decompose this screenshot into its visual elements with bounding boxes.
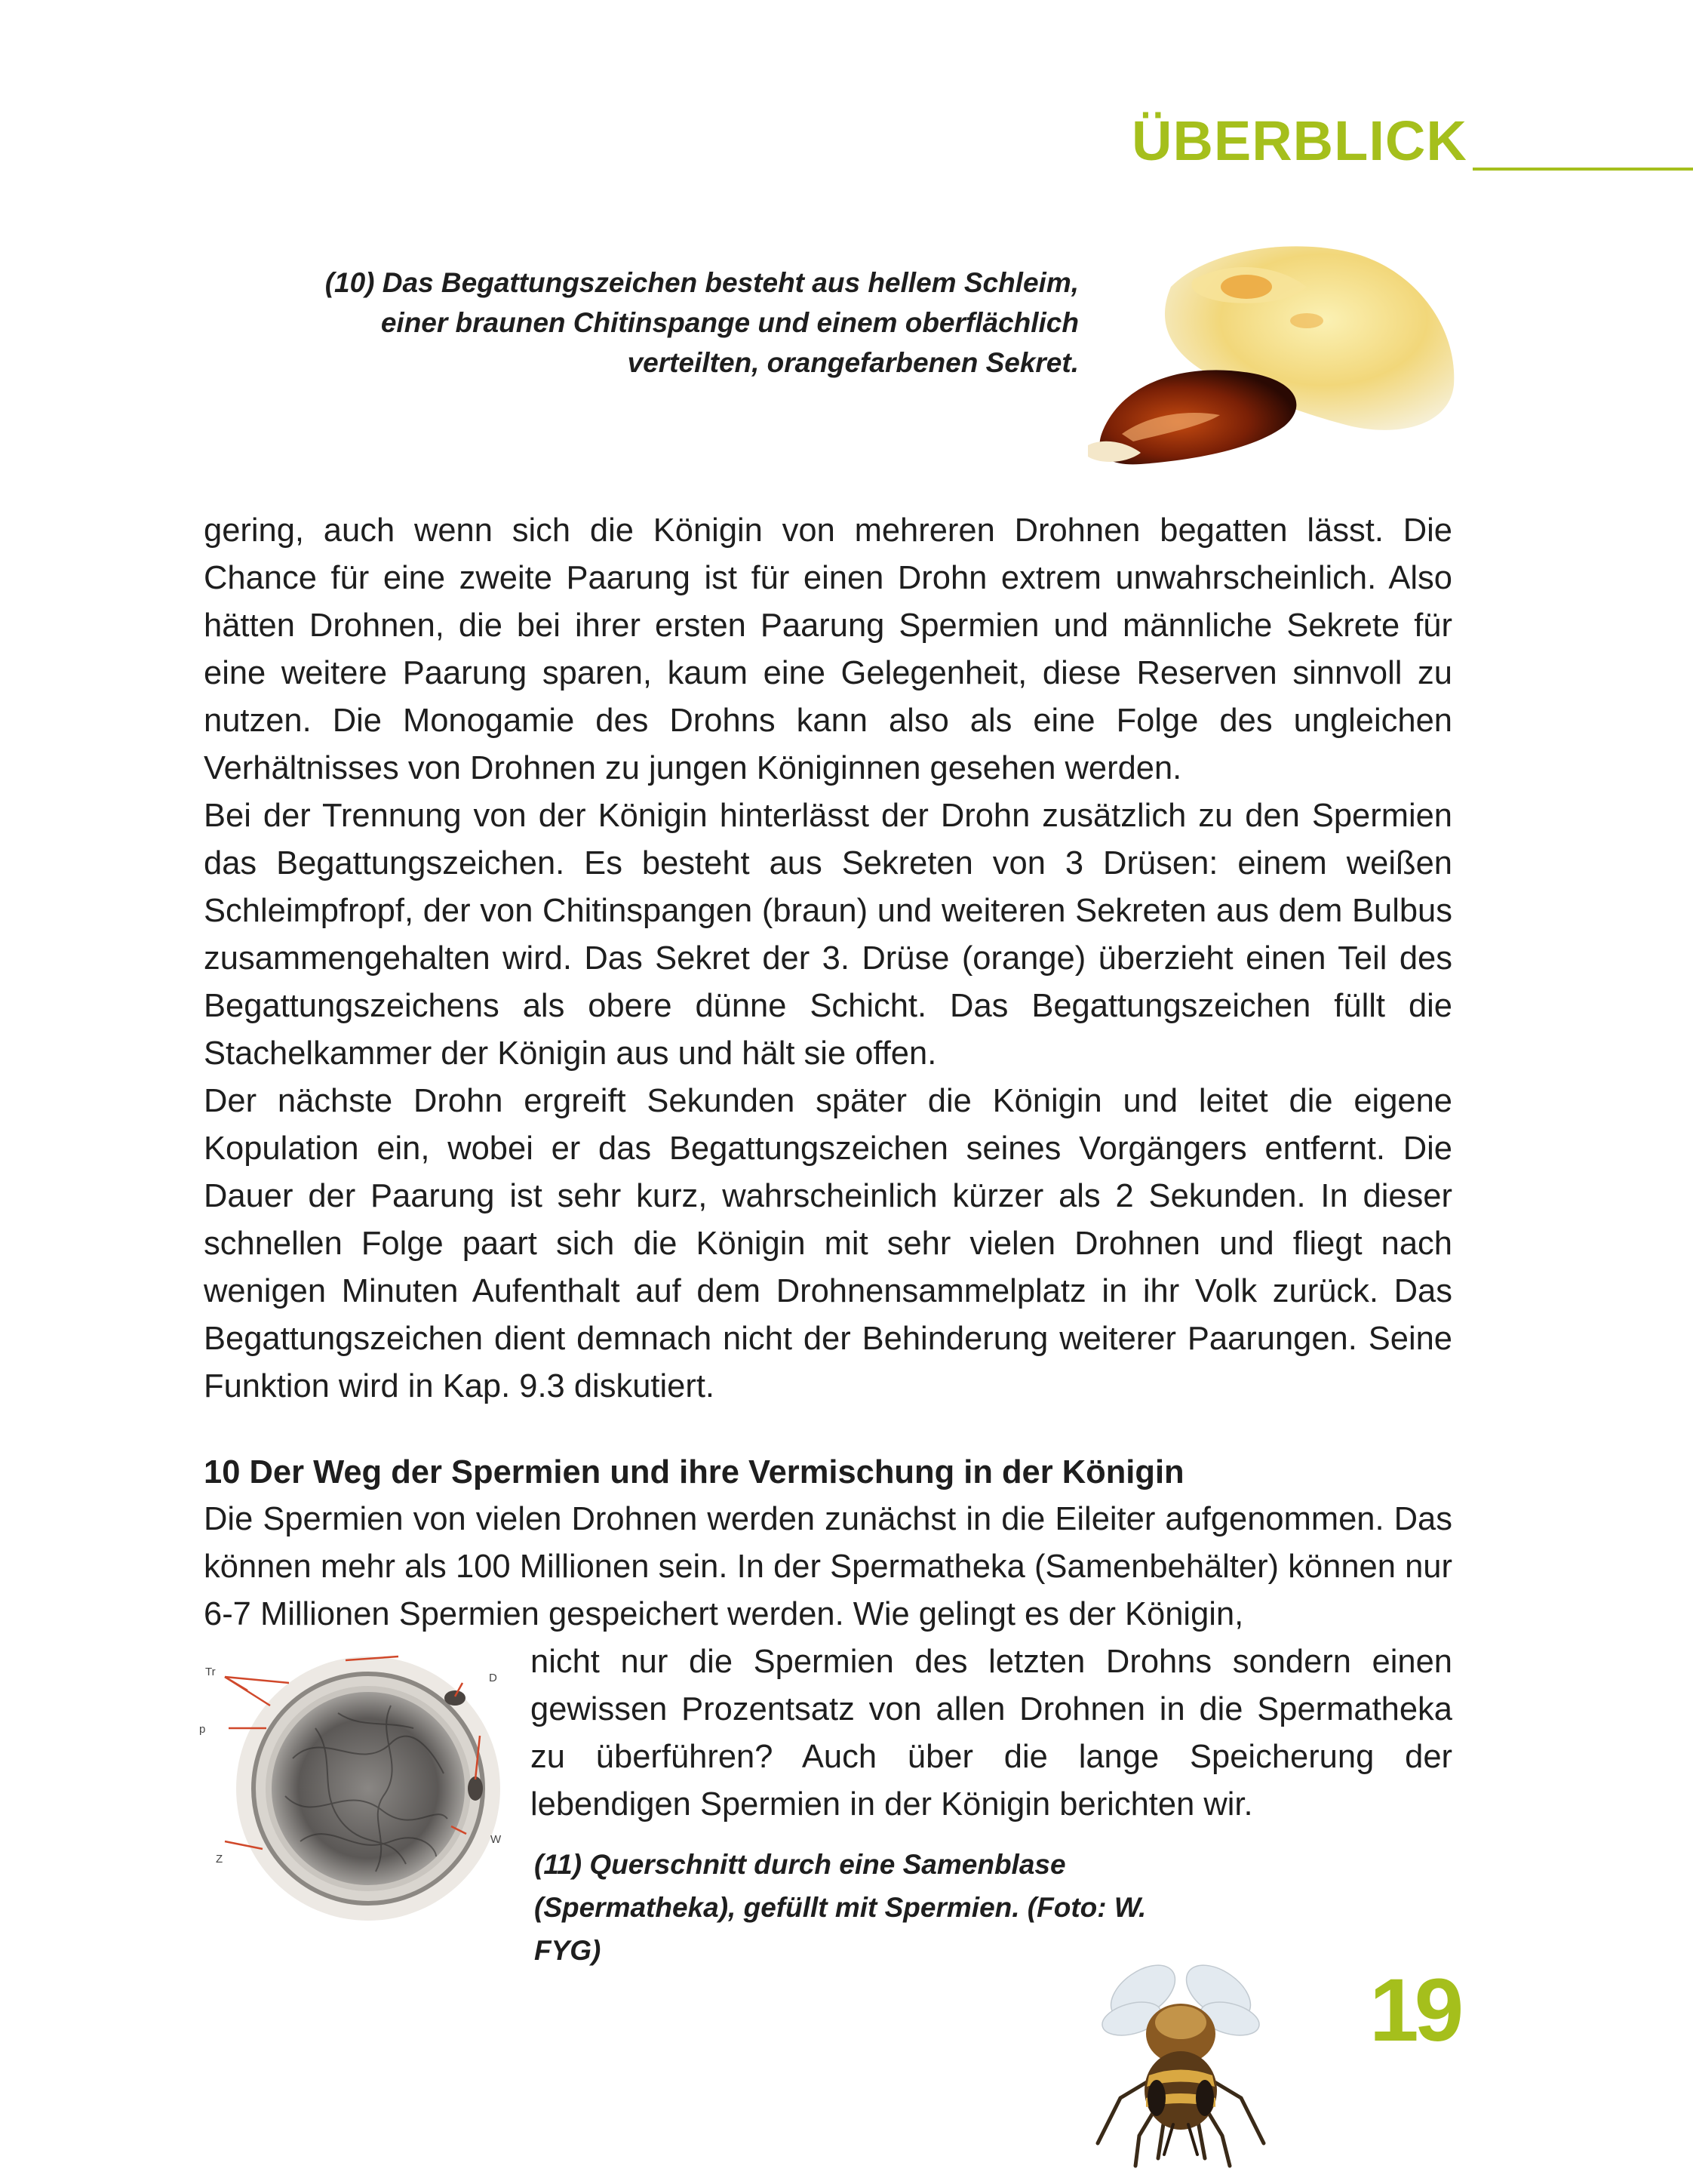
figure-10-caption xyxy=(317,263,1079,383)
paragraph: Die Spermien von vielen Drohnen werden zunächst in die Eileiter aufgenommen. Das können mehr als 100 Millionen sein. In der Spermatheka (Samenbehälter) können nur 6-7 Millionen Spermien gespeichert werden. Wie gelingt es der Königin, xyxy=(204,1501,1452,1632)
paragraph: nicht nur die Spermien des letzten Drohns sondern einen gewissen Prozentsatz von allen Drohnen in die Spermatheka zu überführen? Auch über die lange Speicherung der lebendigen Spermien in der Königin berichten wir. xyxy=(530,1644,1452,1823)
caption-line: einer braunen Chitinspange und einem oberflächlich xyxy=(380,307,1079,338)
paragraph: Der nächste Drohn ergreift Sekunden später die Königin und leitet die eigene Kopulation ein, wobei er das Begattungszeichen seines Vorgängers entfernt. Die Dauer der Paarung ist sehr kurz, wahrscheinlich kürzer als 2 Sekunden. In dieser schnellen Folge paart sich die Königin mit sehr vielen Drohnen und fliegt nach wenigen Minuten Aufenthalt auf dem Drohnensammelplatz in ihr Volk zurück. Das Begattungszeichen dient demnach nicht der Behinderung weiterer Paarungen. Seine Funktion wird in Kap. 9.3 diskutiert. xyxy=(204,1083,1452,1404)
figure-label: D xyxy=(489,1672,497,1684)
page-title: ÜBERBLICK xyxy=(1132,109,1467,172)
paragraph: Bei der Trennung von der Königin hinterlässt der Drohn zusätzlich zu den Spermien das Begattungszeichen. Es besteht aus Sekreten von 3 Drüsen: einem weißen Schleimpfropf, der von Chitinspangen (braun) und weiteren Sekreten aus dem Bulbus zusammengehalten wird. Das Sekret der 3. Drüse (orange) überzieht einen Teil des Begattungszeichens als obere dünne Schicht. Das Begattungszeichen füllt die Stachelkammer der Königin aus und hält sie offen. xyxy=(204,798,1452,1072)
figure-label: Tr xyxy=(205,1666,216,1678)
body-text xyxy=(204,507,1452,1410)
section-intro xyxy=(204,1496,1452,1638)
paragraph: gering, auch wenn sich die Königin von mehreren Drohnen begatten lässt. Die Chance für eine zweite Paarung ist für einen Drohn extrem unwahrscheinlich. Also hätten Drohnen, die bei ihrer ersten Paarung Spermien und männliche Sekrete für eine weitere Paarung sparen, kaum eine Gelegenheit, diese Reserven sinnvoll zu nutzen. Die Monogamie des Drohns kann also als eine Folge des ungleichen Verhältnisses von Drohnen zu jungen Königinnen gesehen werden. xyxy=(204,512,1452,786)
header-rule xyxy=(1473,168,1693,171)
caption-line: verteilten, orangefarbenen Sekret. xyxy=(627,347,1079,378)
section-heading: 10 Der Weg der Spermien und ihre Vermischung in der Königin xyxy=(204,1454,1184,1490)
figure-label: Z xyxy=(216,1853,223,1866)
figure-label: p xyxy=(199,1723,206,1736)
page-number: 19 xyxy=(1369,1961,1460,2060)
figure-label: W xyxy=(490,1833,502,1846)
caption-line: (Spermatheka), gefüllt mit Spermien. (Foto: W. FYG) xyxy=(534,1892,1147,1966)
mating-sign-photo xyxy=(1080,234,1465,483)
caption-line: (11) Querschnitt durch eine Samenblase xyxy=(534,1849,1066,1880)
caption-line: (10) Das Begattungszeichen besteht aus hellem Schleim, xyxy=(324,267,1079,298)
spermatheca-micrograph xyxy=(195,1645,512,1924)
bee-photo xyxy=(1068,1947,1294,2173)
section-continuation xyxy=(530,1638,1452,1829)
